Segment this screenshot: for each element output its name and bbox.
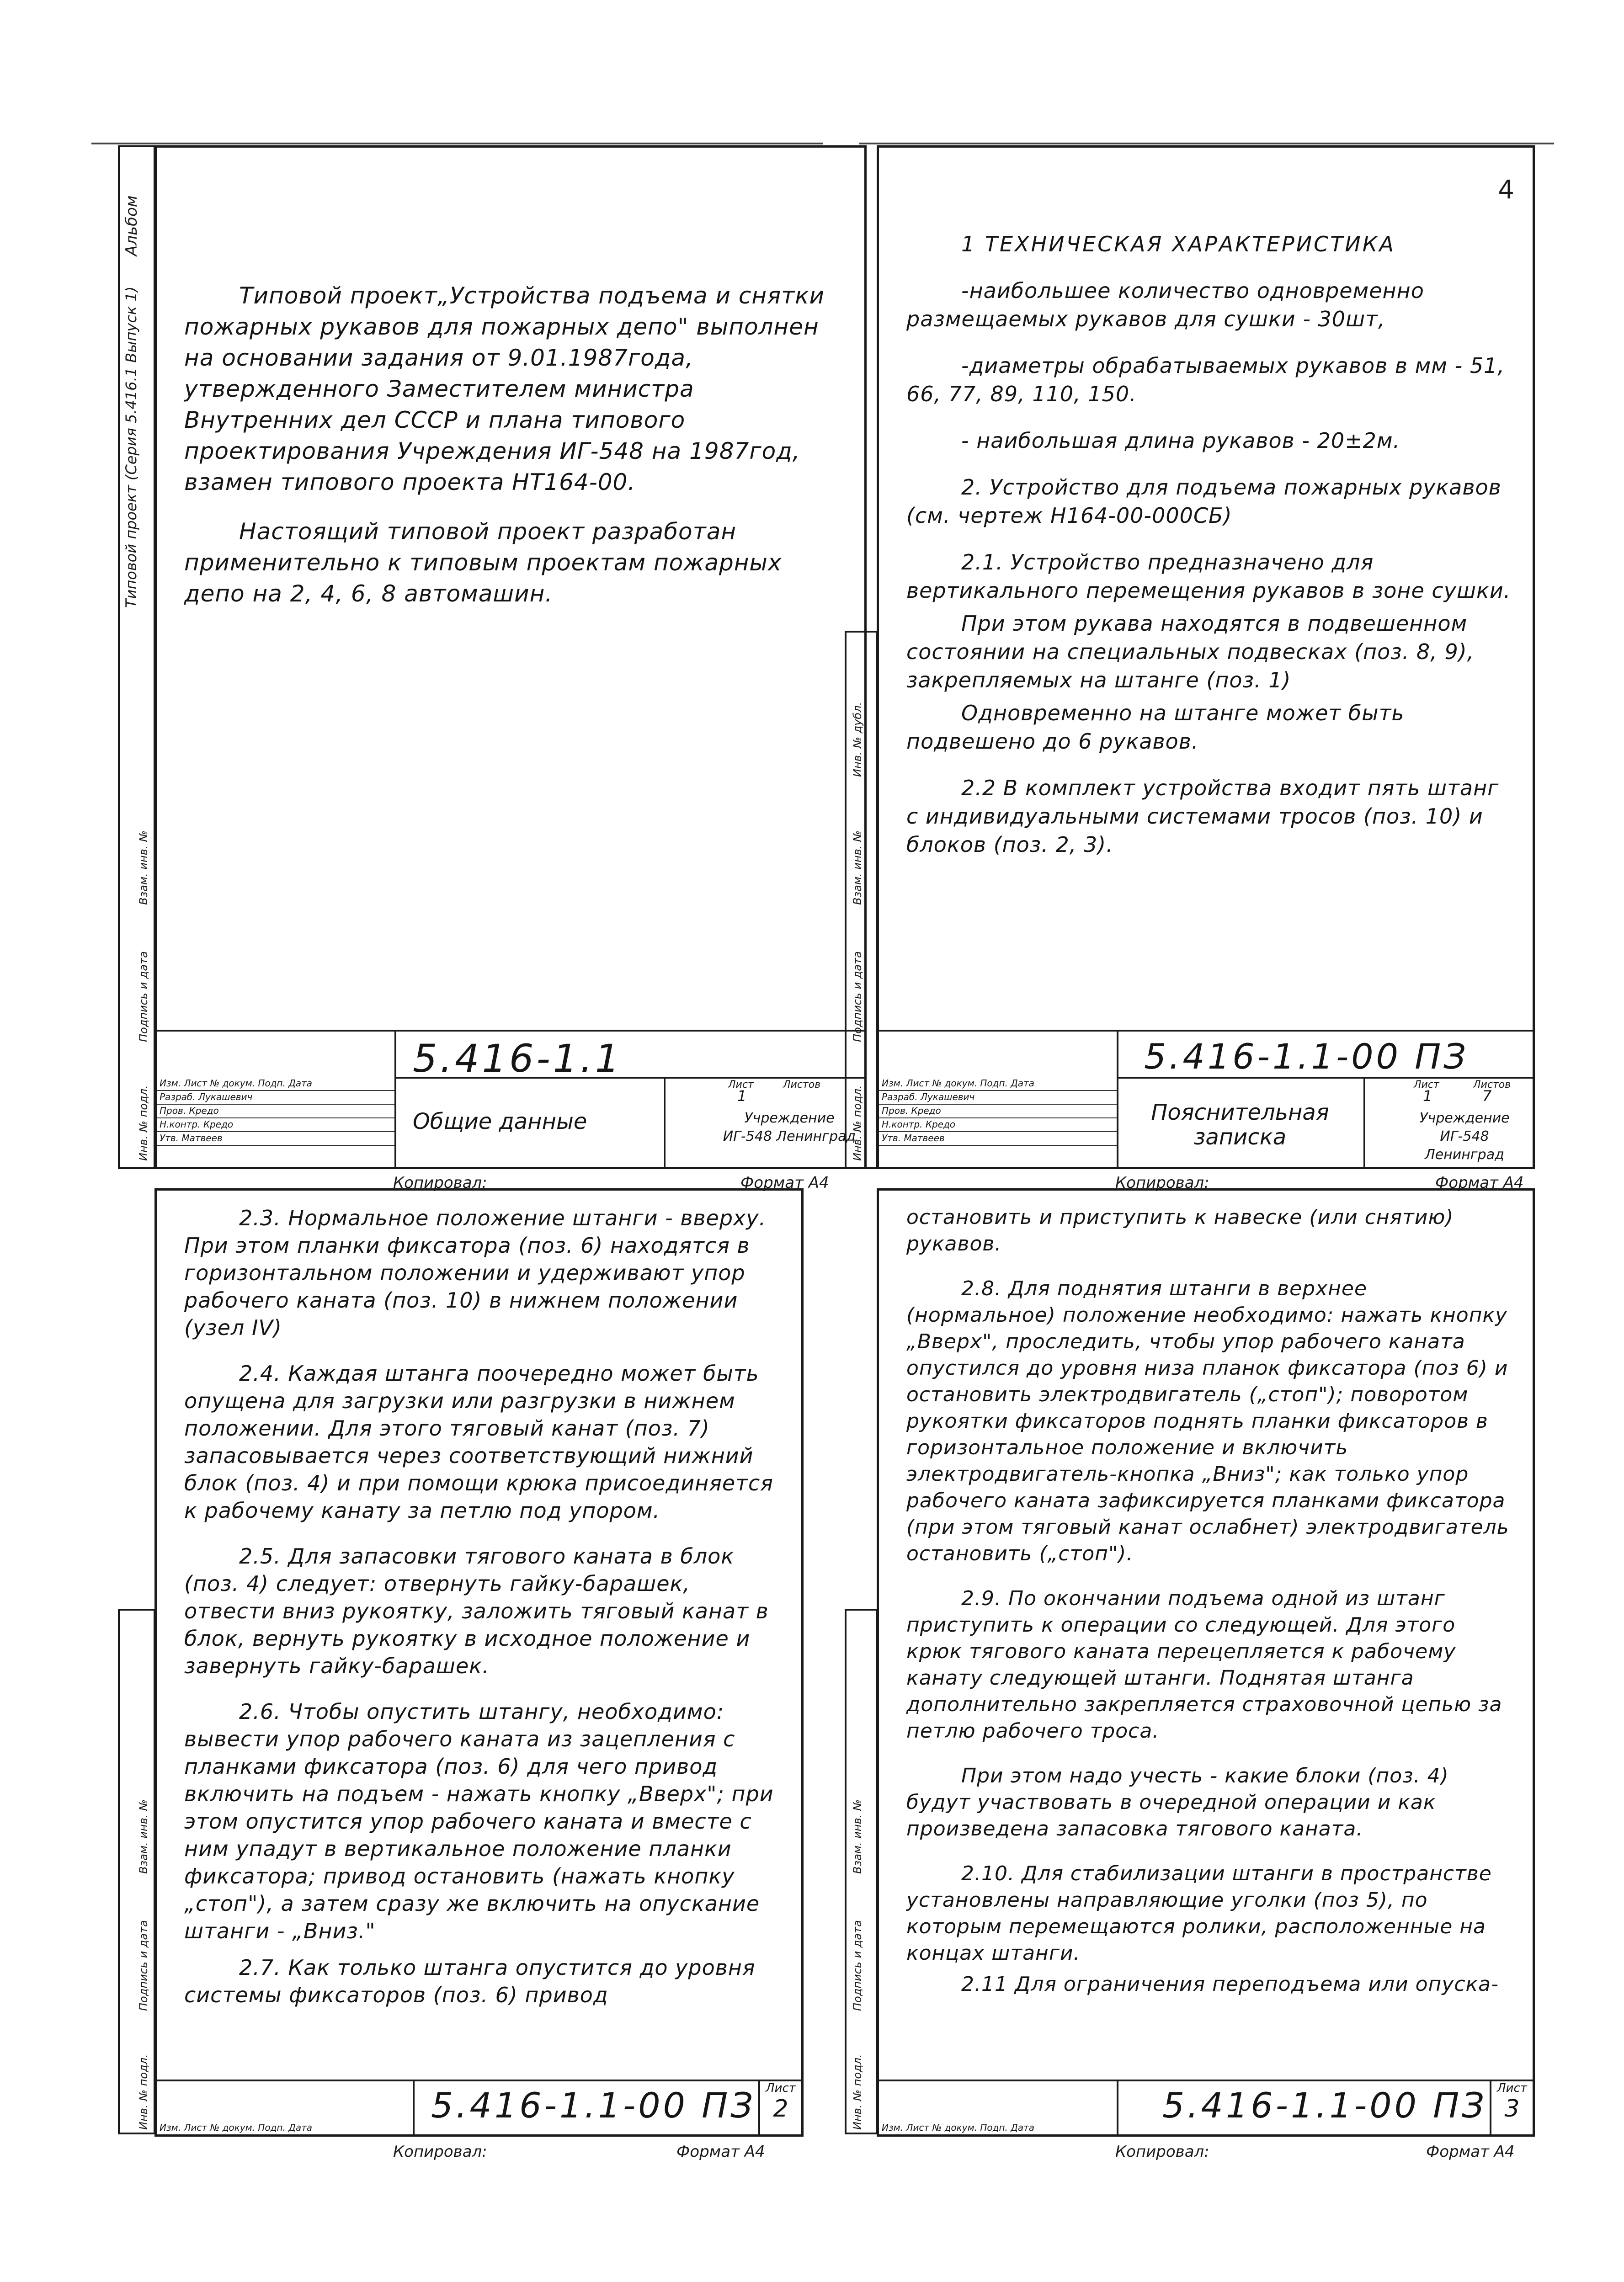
paragraph: Настоящий типовой проект разработан применительно к типовым проектам пожарных депо на 2, 4, 6, 8 автомашин. (184, 518, 782, 607)
sheet-number: 3 (1504, 2095, 1520, 2122)
stamp-row: Разраб. Лукашевич (879, 1091, 1117, 1105)
stamp-row: Утв. Матвеев (879, 1132, 1117, 1146)
paragraph: 2.2 В комплект устройства входит пять штанг с индивидуальными системами тросов (поз. 10) и блоков (поз. 2, 3). (906, 776, 1499, 857)
title-block (879, 2080, 1533, 2134)
paragraph: 2.7. Как только штанга опустится до уровня системы фиксаторов (поз. 6) привод (184, 1955, 756, 2007)
sheet-body (906, 1204, 1514, 2016)
title-block (157, 2080, 801, 2134)
sheet-number: 2 (773, 2095, 788, 2122)
paragraph: 2.3. Нормальное положение штанги - вверху. При этом планки фиксатора (поз. 6) находятся в горизонтальном положении и удерживают упор рабочего каната (поз. 10) в нижнем положении (узел IV) (184, 1206, 767, 1340)
paragraph: При этом рукава находятся в подвешенном состоянии на специальных подвесках (поз. 8, 9), закрепляемых на штанге (поз. 1) (906, 611, 1475, 692)
paragraph: остановить и приступить к навеске (или снятию) рукавов. (906, 1206, 1454, 1255)
title-block-divider (1363, 1077, 1365, 1167)
copied-by: Копировал: (1115, 2143, 1209, 2161)
paragraph: -диаметры обрабатываемых рукавов в мм - 51, 66, 77, 89, 110, 150. (906, 353, 1505, 406)
top-dash-line (859, 143, 1554, 144)
copied-by: Копировал: (393, 1174, 487, 1192)
sheet-number: 1 (737, 1087, 747, 1105)
margin-inv-labels: Инв. № подл. (137, 2054, 150, 2130)
paper-format: Формат А4 (676, 2143, 765, 2161)
paragraph: 2.4. Каждая штанга поочередно может быть опущена для загрузки или разгрузки в нижнем положении. Для этого тяговый канат (поз. 7) запасовывается через соответствующий нижний блок (поз. 4) и при помощи крюка присоединяется к рабочему канату за петлю под упором. (184, 1361, 773, 1523)
paragraph: - наибольшая длина рукавов - 20±2м. (961, 428, 1400, 453)
document-name: Пояснительная записка (1151, 1100, 1329, 1150)
margin-project-label: Типовой проект (Серия 5.416.1 Выпуск 1) (122, 286, 140, 608)
title-block (879, 1030, 1533, 1167)
paragraph: Типовой проект„Устройства подъема и снятки пожарных рукавов для пожарных депо" выполнен на основании задания от 9.01.1987года, утвержденного Заместителем министра Внутренних дел СССР и плана типового проектирования Учреждения ИГ-548 на 1987год, взамен типового проекта НТ164-00. (184, 282, 825, 495)
stamp-row: Пров. Кредо (879, 1105, 1117, 1118)
margin-inv-labels: Инв. № подл. (851, 1085, 864, 1161)
stamp-row: Изм. Лист № докум. Подп. Дата (157, 2122, 413, 2135)
stamp-row: Изм. Лист № докум. Подп. Дата (157, 1077, 394, 1091)
stamp-cells (157, 1032, 396, 1167)
margin-sign-labels: Подпись и дата (851, 1920, 864, 2011)
paragraph: 2.6. Чтобы опустить штангу, необходимо: вывести упор рабочего каната из зацепления с планками фиксатора (поз. 6) для чего привод включить на подъем - нажать кнопку „Вверх"; при этом опустится упор рабочего каната и вместе с ним упадут в вертикальное положение планки фиксатора; привод остановить (нажать кнопку „стоп"), а затем сразу же включить на опускание штанги - „Вниз." (184, 1699, 774, 1943)
top-dash-line (91, 143, 823, 144)
copied-by: Копировал: (393, 2143, 487, 2161)
stamp-cells (157, 2081, 415, 2134)
stamp-cells (879, 2081, 1118, 2134)
document-code: 5.416-1.1 (413, 1036, 623, 1081)
document-code: 5.416-1.1-00 ПЗ (431, 2085, 756, 2126)
stamp-cells (879, 1032, 1118, 1167)
sheet-label: Лист (728, 1079, 754, 1090)
document-code: 5.416-1.1-00 ПЗ (1162, 2085, 1487, 2126)
title-block-divider (1117, 1077, 1533, 1079)
sheets-count: 7 (1482, 1087, 1492, 1105)
copied-by: Копировал: (1115, 1174, 1209, 1192)
organization: Учреждение ИГ-548 Ленинград (723, 1110, 856, 1144)
stamp-row: Изм. Лист № докум. Подп. Дата (879, 1077, 1117, 1091)
stamp-row: Н.контр. Кредо (879, 1118, 1117, 1132)
sheet-label: Лист (1414, 1079, 1439, 1090)
stamp-row: Пров. Кредо (157, 1105, 394, 1118)
page-mark: 4 (1498, 175, 1514, 205)
sheet-label: Лист (766, 2081, 796, 2095)
paragraph: -наибольшее количество одновременно размещаемых рукавов для сушки - 30шт, (906, 278, 1424, 331)
sheet-body (184, 280, 846, 628)
stamp-row: Разраб. Лукашевич (157, 1091, 394, 1105)
margin-replace-labels: Взам. инв. № (137, 830, 150, 905)
stamp-row: Утв. Матвеев (157, 1132, 394, 1146)
paragraph: Одновременно на штанге может быть подвешено до 6 рукавов. (906, 701, 1405, 754)
margin-inv-labels: Инв. № подл. (137, 1085, 150, 1161)
sheet-explanatory-note-1 (877, 145, 1535, 1169)
sheets-label: Листов (1473, 1079, 1511, 1090)
paragraph: При этом надо учесть - какие блоки (поз. 4) будут участвовать в очередной операции и как произведена запасовка тягового каната. (906, 1764, 1449, 1840)
margin-album-label: Альбом (122, 195, 141, 256)
margin-replace-labels: Взам. инв. № (137, 1799, 150, 1874)
document-code: 5.416-1.1-00 ПЗ (1144, 1036, 1469, 1077)
organization: Учреждение ИГ-548 Ленинград (1419, 1110, 1510, 1163)
margin-sign-labels: Подпись и дата (137, 1920, 150, 2011)
sheet-number: 1 (1423, 1087, 1432, 1105)
sheet-body (184, 1204, 783, 2027)
document-name: Общие данные (413, 1109, 587, 1134)
stamp-row: Н.контр. Кредо (157, 1118, 394, 1132)
margin-sign-labels: Подпись и дата (137, 951, 150, 1042)
paragraph: 2.10. Для стабилизации штанги в пространстве установлены направляющие уголки (поз 5), по которым перемещаются ролики, расположенные на концах штанги. (906, 1862, 1492, 1965)
sheet-number-box (758, 2081, 801, 2134)
margin-replace-labels: Взам. инв. № (851, 830, 864, 905)
paragraph: 2. Устройство для подъема пожарных рукавов (см. чертеж Н164-00-000СБ) (906, 475, 1502, 528)
sheets-label: Листов (783, 1079, 821, 1090)
paragraph: 2.9. По окончании подъема одной из штанг приступить к операции со следующей. Для этого крюк тягового каната перецепляется к рабочему канату следующей штанги. Поднятая штанга дополнительно закрепляется страховочной цепью за петлю рабочего троса. (906, 1587, 1502, 1743)
title-block (157, 1030, 864, 1167)
margin-dup-labels: Инв. № дубл. (851, 702, 864, 777)
title-block-divider (664, 1077, 666, 1167)
paragraph: 2.11 Для ограничения переподъема или опуска- (961, 1973, 1499, 1996)
sheet-general-data (154, 145, 867, 1169)
sheet-number-box (1490, 2081, 1533, 2134)
margin-inv-labels: Инв. № подл. (851, 2054, 864, 2130)
paper-format: Формат А4 (740, 1174, 829, 1192)
sheet-body (906, 230, 1514, 877)
paragraph: 2.5. Для запасовки тягового каната в блок (поз. 4) следует: отвернуть гайку-барашек, отвести вниз рукоятку, заложить тяговый канат в блок, вернуть рукоятку в исходное положение и завернуть гайку-барашек. (184, 1544, 769, 1678)
sheet-label: Лист (1497, 2081, 1527, 2095)
stamp-row: Изм. Лист № докум. Подп. Дата (879, 2122, 1117, 2135)
paper-format: Формат А4 (1426, 2143, 1515, 2161)
margin-sign-labels: Подпись и дата (851, 951, 864, 1042)
paragraph: 2.8. Для поднятия штанги в верхнее (нормальное) положение необходимо: нажать кнопку „Вверх", проследить, чтобы упор рабочего каната опустился до уровня низа планок фиксатора (поз 6) и остановить электродвигатель („стоп"); поворотом рукоятки фиксаторов поднять планки фиксаторов в горизонтальное положение и включить электродвигатель-кнопка „Вниз"; как только упор рабочего каната зафиксируется планками фиксатора (при этом тяговый канат ослабнет) электродвигатель остановить („стоп"). (906, 1277, 1509, 1565)
section-heading: 1 ТЕХНИЧЕСКАЯ ХАРАКТЕРИСТИКА (961, 232, 1395, 256)
paper-format: Формат А4 (1435, 1174, 1524, 1192)
paragraph: 2.1. Устройство предназначено для вертикального перемещения рукавов в зоне сушки. (906, 550, 1511, 603)
sheet-explanatory-note-2 (154, 1188, 804, 2137)
margin-replace-labels: Взам. инв. № (851, 1799, 864, 1874)
sheet-explanatory-note-3 (877, 1188, 1535, 2137)
